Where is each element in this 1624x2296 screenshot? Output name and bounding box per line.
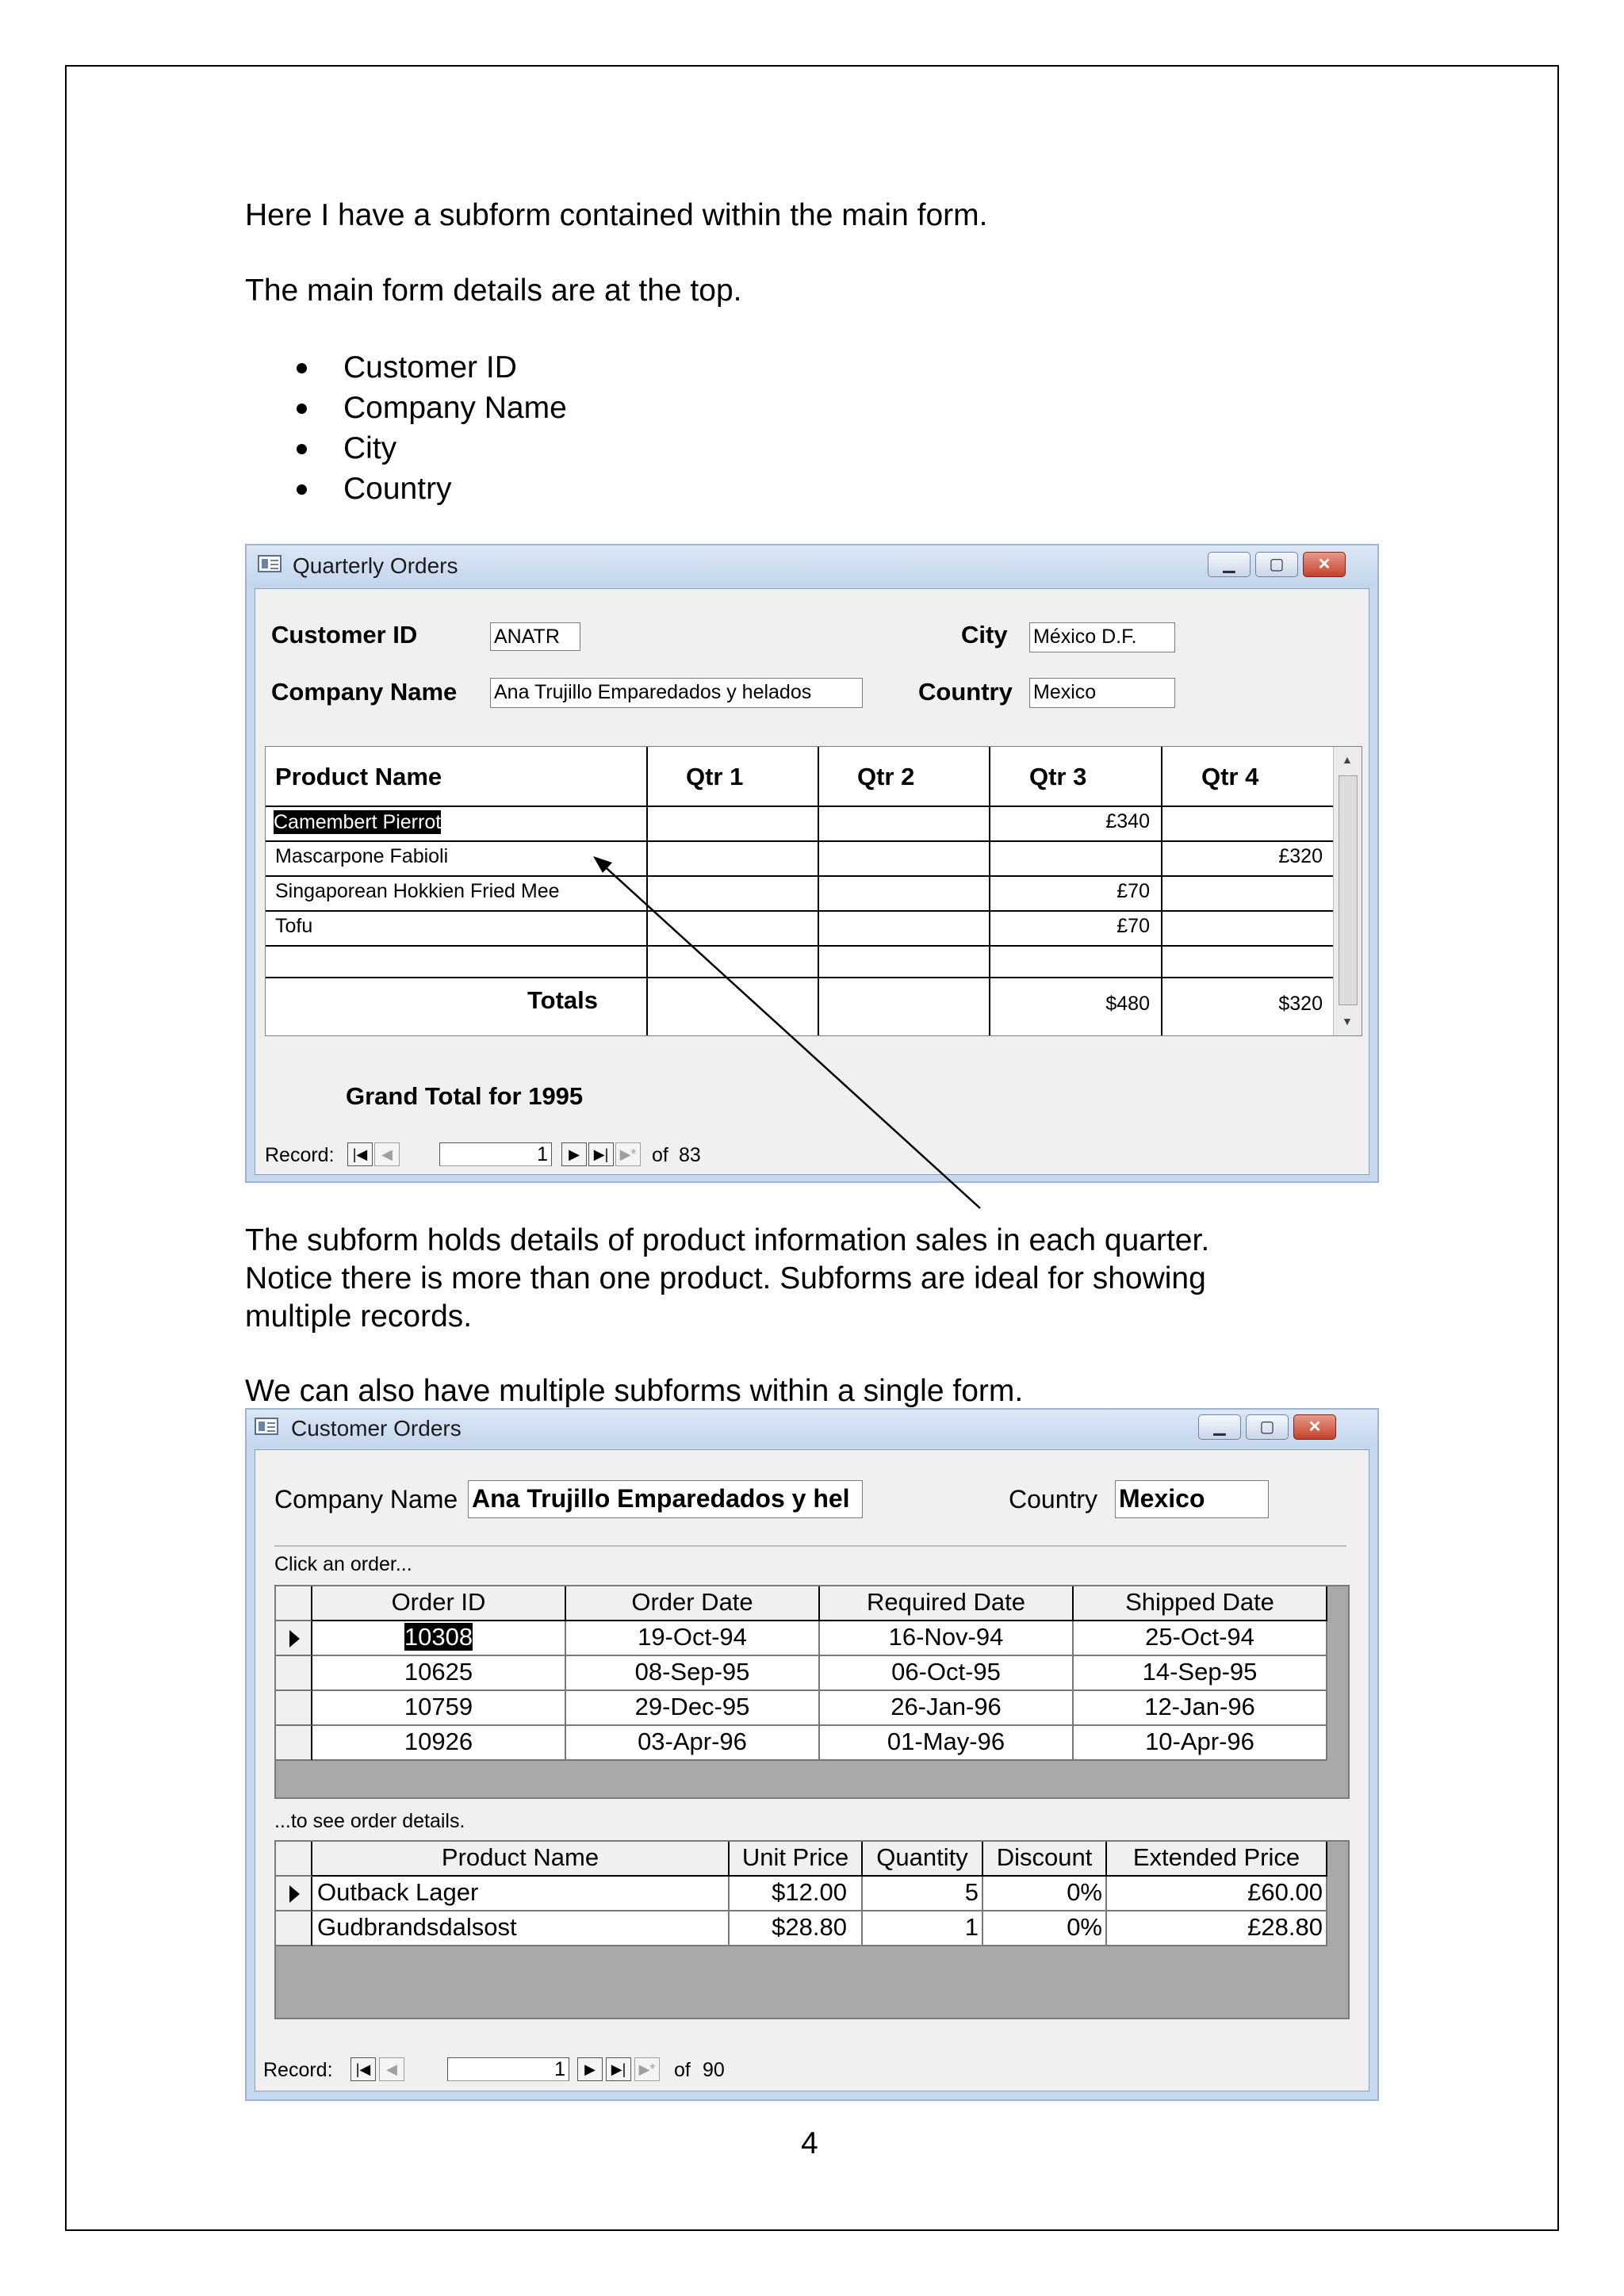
record-label: Record:: [265, 1144, 335, 1166]
totals-label: Totals: [527, 986, 598, 1014]
first-record-button[interactable]: |◀: [347, 1142, 373, 1166]
company-name-field[interactable]: Ana Trujillo Emparedados y helados: [490, 678, 863, 708]
company-name-label: Company Name: [274, 1485, 458, 1513]
body-paragraph: The subform holds details of product information sales in each quarter.: [245, 1223, 1210, 1257]
product-name-cell[interactable]: Camembert Pierrot: [274, 811, 442, 833]
record-label: Record:: [263, 2059, 333, 2081]
last-record-button[interactable]: ▶|: [606, 2057, 631, 2081]
required-date-cell[interactable]: 06-Oct-95: [820, 1656, 1074, 1691]
close-button[interactable]: ✕: [1293, 1414, 1336, 1440]
form-body: [255, 1449, 1369, 2091]
maximize-button[interactable]: ▢: [1255, 552, 1298, 577]
required-date-cell[interactable]: 01-May-96: [820, 1726, 1074, 1761]
city-label: City: [961, 621, 1008, 649]
total-qtr-3: $480: [1105, 993, 1150, 1015]
minimize-button[interactable]: ▁: [1208, 552, 1251, 577]
company-name-label: Company Name: [271, 678, 458, 706]
scroll-up-arrow-icon[interactable]: ▲: [1342, 753, 1353, 766]
record-total: 90: [703, 2059, 725, 2081]
details-hint: ...to see order details.: [274, 1810, 465, 1832]
qtr-4-cell[interactable]: £320: [1278, 845, 1323, 867]
column-header-quantity[interactable]: Quantity: [863, 1842, 983, 1877]
current-record-arrow-icon: [289, 1630, 300, 1647]
column-header-product-name[interactable]: Product Name: [312, 1842, 730, 1877]
column-header-unit-price[interactable]: Unit Price: [730, 1842, 863, 1877]
maximize-button[interactable]: ▢: [1246, 1414, 1289, 1440]
product-name-cell[interactable]: Tofu: [275, 915, 313, 937]
quantity-cell[interactable]: 1: [863, 1911, 983, 1946]
order-id-cell[interactable]: 10759: [312, 1691, 566, 1726]
scroll-down-arrow-icon[interactable]: ▼: [1342, 1015, 1353, 1027]
unit-price-cell[interactable]: $28.80: [730, 1911, 863, 1946]
order-date-cell[interactable]: 03-Apr-96: [566, 1726, 820, 1761]
row-selector[interactable]: [276, 1656, 312, 1691]
column-header-required-date[interactable]: Required Date: [820, 1586, 1074, 1621]
country-field[interactable]: Mexico: [1115, 1480, 1269, 1518]
order-id-value: 10308: [404, 1623, 473, 1651]
orders-subform: [274, 1585, 1350, 1799]
next-record-button[interactable]: ▶: [561, 1142, 587, 1166]
bullet-item: Customer ID: [343, 350, 517, 385]
row-selector[interactable]: [276, 1691, 312, 1726]
bullet-item: City: [343, 431, 397, 465]
product-name-cell[interactable]: Mascarpone Fabioli: [275, 845, 449, 867]
order-date-cell[interactable]: 29-Dec-95: [566, 1691, 820, 1726]
body-paragraph: We can also have multiple subforms within a single form.: [245, 1374, 1024, 1408]
product-name-cell[interactable]: Outback Lager: [312, 1877, 730, 1911]
customer-id-label: Customer ID: [271, 621, 418, 649]
shipped-date-cell[interactable]: 10-Apr-96: [1074, 1726, 1327, 1761]
column-header-product-name: Product Name: [275, 763, 442, 790]
order-id-cell[interactable]: 10625: [312, 1656, 566, 1691]
extended-price-cell[interactable]: £28.80: [1107, 1911, 1327, 1946]
grand-total-label: Grand Total for 1995: [346, 1082, 584, 1110]
column-header-discount[interactable]: Discount: [983, 1842, 1107, 1877]
discount-cell[interactable]: 0%: [983, 1911, 1107, 1946]
previous-record-button[interactable]: ◀: [374, 1142, 400, 1166]
order-date-cell[interactable]: 08-Sep-95: [566, 1656, 820, 1691]
column-header-extended-price[interactable]: Extended Price: [1107, 1842, 1327, 1877]
unit-price-cell[interactable]: $12.00: [730, 1877, 863, 1911]
order-id-cell[interactable]: [312, 1621, 566, 1656]
country-label: Country: [918, 678, 1013, 706]
record-number-input[interactable]: 1: [447, 2057, 569, 2081]
column-header-shipped-date[interactable]: Shipped Date: [1074, 1586, 1327, 1621]
form-app-icon: [255, 1418, 278, 1435]
row-selector-header: [276, 1586, 312, 1621]
column-header-qtr-4: Qtr 4: [1201, 763, 1259, 790]
window-title: Quarterly Orders: [293, 553, 458, 578]
row-selector[interactable]: [276, 1726, 312, 1761]
quantity-cell[interactable]: 5: [863, 1877, 983, 1911]
minimize-button[interactable]: ▁: [1198, 1414, 1241, 1440]
column-header-qtr-2: Qtr 2: [857, 763, 915, 790]
record-of-label: of: [652, 1144, 668, 1166]
orders-hint: Click an order...: [274, 1553, 412, 1575]
intro-paragraph: Here I have a subform contained within the main form.: [245, 198, 988, 232]
column-header-qtr-3: Qtr 3: [1029, 763, 1087, 790]
order-details-subform: [274, 1840, 1350, 2019]
country-label: Country: [1009, 1485, 1098, 1513]
qtr-3-cell[interactable]: £70: [1116, 915, 1150, 937]
city-field[interactable]: México D.F.: [1029, 622, 1175, 652]
window-titlebar: [247, 1410, 1377, 1448]
extended-price-cell[interactable]: £60.00: [1107, 1877, 1327, 1911]
body-paragraph: multiple records.: [245, 1299, 473, 1334]
required-date-cell[interactable]: 16-Nov-94: [820, 1621, 1074, 1656]
column-header-qtr-1: Qtr 1: [686, 763, 744, 790]
company-name-field[interactable]: Ana Trujillo Emparedados y hel: [468, 1480, 863, 1518]
first-record-button[interactable]: |◀: [350, 2057, 376, 2081]
order-date-cell[interactable]: 19-Oct-94: [566, 1621, 820, 1656]
window-title: Customer Orders: [291, 1416, 462, 1441]
new-record-button[interactable]: ▶*: [615, 1142, 641, 1166]
shipped-date-cell[interactable]: 14-Sep-95: [1074, 1656, 1327, 1691]
product-name-cell[interactable]: Gudbrandsdalsost: [312, 1911, 730, 1946]
required-date-cell[interactable]: 26-Jan-96: [820, 1691, 1074, 1726]
new-record-button[interactable]: ▶*: [634, 2057, 660, 2081]
close-button[interactable]: ✕: [1303, 552, 1346, 577]
current-record-arrow-icon: [289, 1885, 300, 1903]
record-number-input[interactable]: 1: [439, 1142, 552, 1166]
discount-cell[interactable]: 0%: [983, 1877, 1107, 1911]
previous-record-button[interactable]: ◀: [379, 2057, 404, 2081]
bullet-item: Country: [343, 472, 452, 506]
last-record-button[interactable]: ▶|: [588, 1142, 614, 1166]
row-selector-header: [276, 1842, 312, 1877]
record-of-label: of: [674, 2059, 691, 2081]
customer-orders-window: [245, 1408, 1379, 2101]
qtr-3-cell[interactable]: £340: [1105, 810, 1150, 832]
qtr-3-cell[interactable]: £70: [1116, 880, 1150, 902]
row-selector[interactable]: [276, 1911, 312, 1946]
customer-id-field[interactable]: ANATR: [490, 622, 580, 651]
order-id-cell[interactable]: 10926: [312, 1726, 566, 1761]
body-paragraph: Notice there is more than one product. Subforms are ideal for showing: [245, 1261, 1206, 1295]
page-number: 4: [801, 2126, 818, 2160]
column-header-order-date[interactable]: Order Date: [566, 1586, 820, 1621]
intro-paragraph-2: The main form details are at the top.: [245, 274, 742, 308]
shipped-date-cell[interactable]: 12-Jan-96: [1074, 1691, 1327, 1726]
next-record-button[interactable]: ▶: [577, 2057, 603, 2081]
bullet-item: Company Name: [343, 391, 567, 425]
row-selector[interactable]: [276, 1621, 312, 1656]
record-total: 83: [679, 1144, 701, 1166]
column-header-order-id[interactable]: Order ID: [312, 1586, 566, 1621]
product-name-cell[interactable]: Singaporean Hokkien Fried Mee: [275, 880, 560, 902]
row-selector[interactable]: [276, 1877, 312, 1911]
country-field[interactable]: Mexico: [1029, 678, 1175, 708]
total-qtr-4: $320: [1278, 993, 1323, 1015]
separator: [274, 1545, 1346, 1547]
shipped-date-cell[interactable]: 25-Oct-94: [1074, 1621, 1327, 1656]
